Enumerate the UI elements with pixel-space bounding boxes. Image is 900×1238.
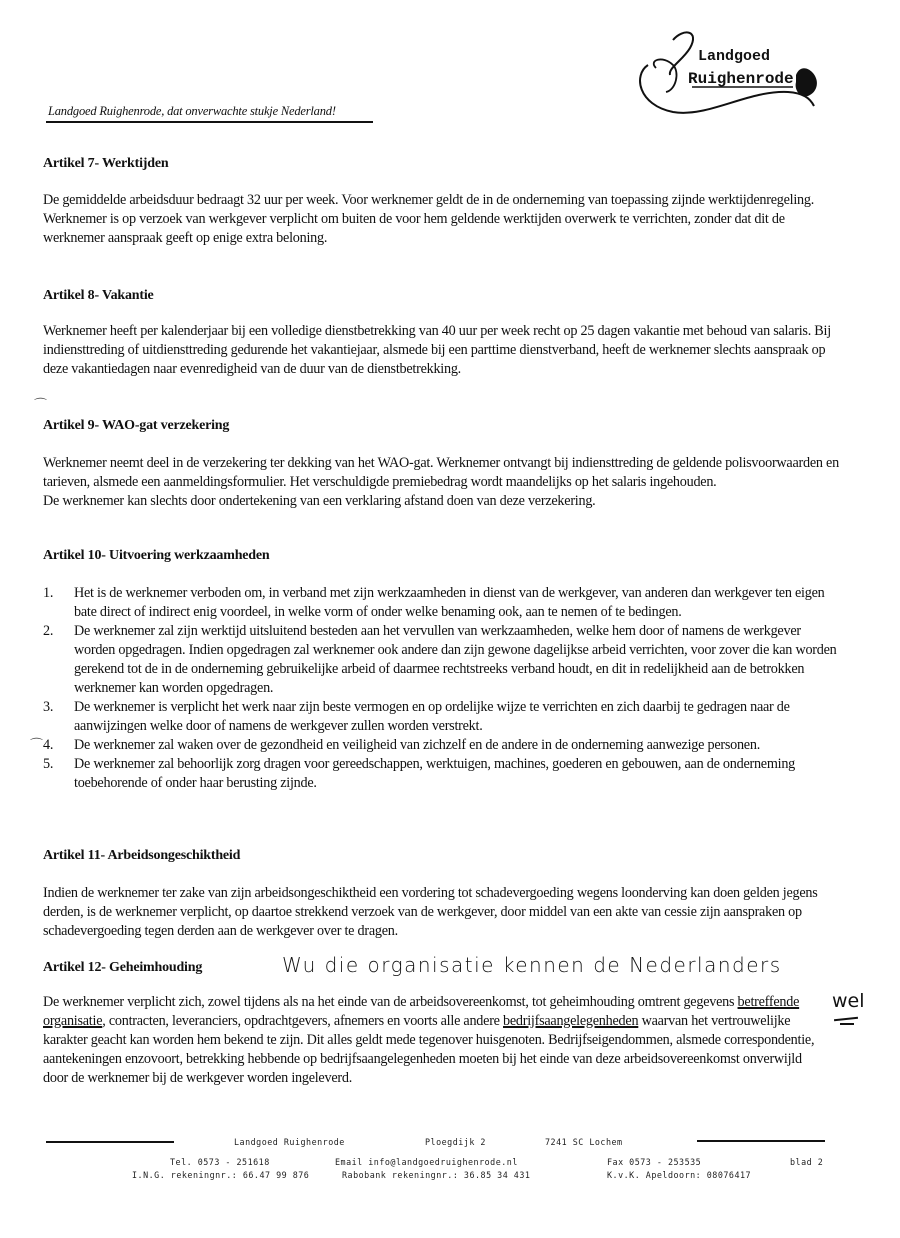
article-10-list	[43, 584, 843, 793]
logo-swirl-graphic	[628, 20, 828, 125]
handwritten-note: Wu die organisatie kennen de Nederlanders	[282, 953, 782, 977]
logo-line1: Landgoed	[698, 48, 771, 65]
footer-city: 7241 SC Lochem	[545, 1137, 623, 1147]
footer-ing: I.N.G. rekeningnr.: 66.47 99 876	[132, 1170, 310, 1180]
paragraph: Werknemer neemt deel in de verzekering ter dekking van het WAO-gat. Werknemer ontvangt bij indiensttreding de geldende polisvoorwaarden en tarieven, alsmede een aanmeldingsformulier. Het verschuldigde premiebedrag wordt maandelijks op het salaris ingehouden.	[43, 455, 839, 490]
underlined-text: betreffende organisatie	[43, 994, 800, 1029]
text-segment: waarvan het vertrouwelijke karakter geacht kan worden hem bekend te zijn. Dit alles geldt mede tegenover huisgenoten. Bedrijfseigendommen, alsmede correspondentie, aantekeningen enzovoort, betrekking hebbende op bedrijfsaangelegenheden moeten bij het einde van deze arbeidsovereenkomst onverwijld door de werknemer bij de werkgever worden ingeleverd.	[43, 1013, 815, 1086]
article-12-body	[43, 993, 823, 1088]
footer-rule-right	[697, 1140, 825, 1142]
list-text: De werknemer zal zijn werktijd uitsluitend besteden aan het vervullen van werkzaamheden, welke hem door of namens de werkgever worden opgedragen. Indien opgedragen zal werknemer ook andere dan zijn gewone dagelijkse arbeid verrichten, voor zover die kan worden gerekend tot de in de onderneming gebruikelijke arbeid of daarmee rechtstreeks verband houdt, en dit in redelijkheid aan de betrokken werknemer kan worden opgedragen.	[74, 623, 837, 696]
article-10-heading: Artikel 10- Uitvoering werkzaamheden	[43, 548, 270, 563]
paragraph: Indien de werknemer ter zake van zijn arbeidsongeschiktheid een vordering tot schadevergoeding wegens loonderving kan doen gelden jegens derden, is de werknemer verplicht, op daartoe strekkend verzoek van de werkgever, door middel van een akte van cessie zijn aanspraken op schadevergoeding tegen derden aan de werkgever over te dragen.	[43, 885, 818, 939]
article-8-body	[43, 322, 843, 379]
article-12-heading: Artikel 12- Geheimhouding	[43, 960, 203, 975]
list-number: 5.	[43, 756, 54, 772]
text-segment: , contracten, leveranciers, opdrachtgevers, afnemers en voorts alle andere	[102, 1013, 504, 1029]
article-7-heading: Artikel 7- Werktijden	[43, 156, 169, 171]
paragraph: De gemiddelde arbeidsduur bedraagt 32 uur per week. Voor werknemer geldt de in de onderneming van toepassing zijnde werktijdenregeling.	[43, 192, 815, 208]
handwritten-margin-note: wel	[832, 990, 865, 1012]
handwritten-mark	[840, 1023, 854, 1025]
handwritten-mark	[834, 1017, 858, 1021]
article-7-body	[43, 191, 843, 248]
list-item	[43, 584, 843, 622]
footer-tel: Tel. 0573 - 251618	[170, 1157, 270, 1167]
footer-page-number: blad 2	[790, 1157, 824, 1167]
article-8-heading: Artikel 8- Vakantie	[43, 288, 154, 303]
underlined-text: bedrijfsaangelegenheden	[503, 1013, 639, 1029]
article-9-body	[43, 454, 843, 511]
text-segment: De werknemer verplicht zich, zowel tijdens als na het einde van de arbeidsovereenkomst, tot geheimhouding omtrent gegevens	[43, 994, 738, 1010]
footer-rabobank: Rabobank rekeningnr.: 36.85 34 431	[342, 1170, 531, 1180]
article-11-body	[43, 884, 843, 941]
list-number: 1.	[43, 585, 54, 601]
logo-line2: Ruighenrode	[688, 70, 794, 88]
list-item	[43, 698, 843, 736]
company-logo	[628, 20, 828, 125]
list-text: De werknemer is verplicht het werk naar zijn beste vermogen en op ordelijke wijze te verrichten en zich daarbij te gedragen naar de aanwijzingen welke door of namens de werkgever zullen worden verstrekt.	[74, 699, 790, 734]
list-item	[43, 736, 843, 755]
paragraph: De werknemer kan slechts door ondertekening van een verklaring afstand doen van deze verzekering.	[43, 493, 596, 509]
footer-company: Landgoed Ruighenrode	[234, 1137, 345, 1147]
article-11-heading: Artikel 11- Arbeidsongeschiktheid	[43, 848, 241, 863]
footer-email: Email info@landgoedruighenrode.nl	[335, 1157, 518, 1167]
tagline: Landgoed Ruighenrode, dat onverwachte stukje Nederland!	[48, 104, 336, 118]
list-item	[43, 622, 843, 698]
paragraph: Werknemer heeft per kalenderjaar bij een volledige dienstbetrekking van 40 uur per week recht op 25 dagen vakantie met behoud van salaris. Bij indiensttreding of uitdiensttreding gedurende het vakantiejaar, alsmede bij een parttime dienstverband, heeft de werknemer slechts aanspraak op deze vakantiedagen naar evenredigheid van de duur van de dienstbetrekking.	[43, 323, 831, 377]
scan-mark: ⌒	[30, 737, 44, 752]
footer-rule-left	[46, 1141, 174, 1143]
list-text: De werknemer zal behoorlijk zorg dragen voor gereedschappen, werktuigen, machines, goederen en gebouwen, aan de onderneming toebehorende of onder haar berusting zijnde.	[74, 756, 796, 791]
tagline-underline	[46, 121, 373, 123]
list-number: 4.	[43, 737, 54, 753]
list-text: Het is de werknemer verboden om, in verband met zijn werkzaamheden in dienst van de werkgever, van anderen dan werkgever ten eigen bate direct of indirect enig voordeel, in welke vorm of onder welke benaming ook, aan te nemen of te bedingen.	[74, 585, 825, 620]
footer-fax: Fax 0573 - 253535	[607, 1157, 702, 1167]
list-number: 2.	[43, 623, 54, 639]
list-text: De werknemer zal waken over de gezondheid en veiligheid van zichzelf en de andere in de onderneming aanwezige personen.	[74, 737, 760, 753]
footer-kvk: K.v.K. Apeldoorn: 08076417	[607, 1170, 752, 1180]
paragraph: Werknemer is op verzoek van werkgever verplicht om buiten de voor hem geldende werktijden overwerk te verrichten, zonder dat dit de werknemer aanspraak geeft op enige extra beloning.	[43, 211, 785, 246]
scan-mark: ⌒	[34, 397, 48, 412]
article-9-heading: Artikel 9- WAO-gat verzekering	[43, 418, 230, 433]
paragraph	[43, 993, 823, 1088]
list-number: 3.	[43, 699, 54, 715]
footer-street: Ploegdijk 2	[425, 1137, 486, 1147]
list-item	[43, 755, 843, 793]
